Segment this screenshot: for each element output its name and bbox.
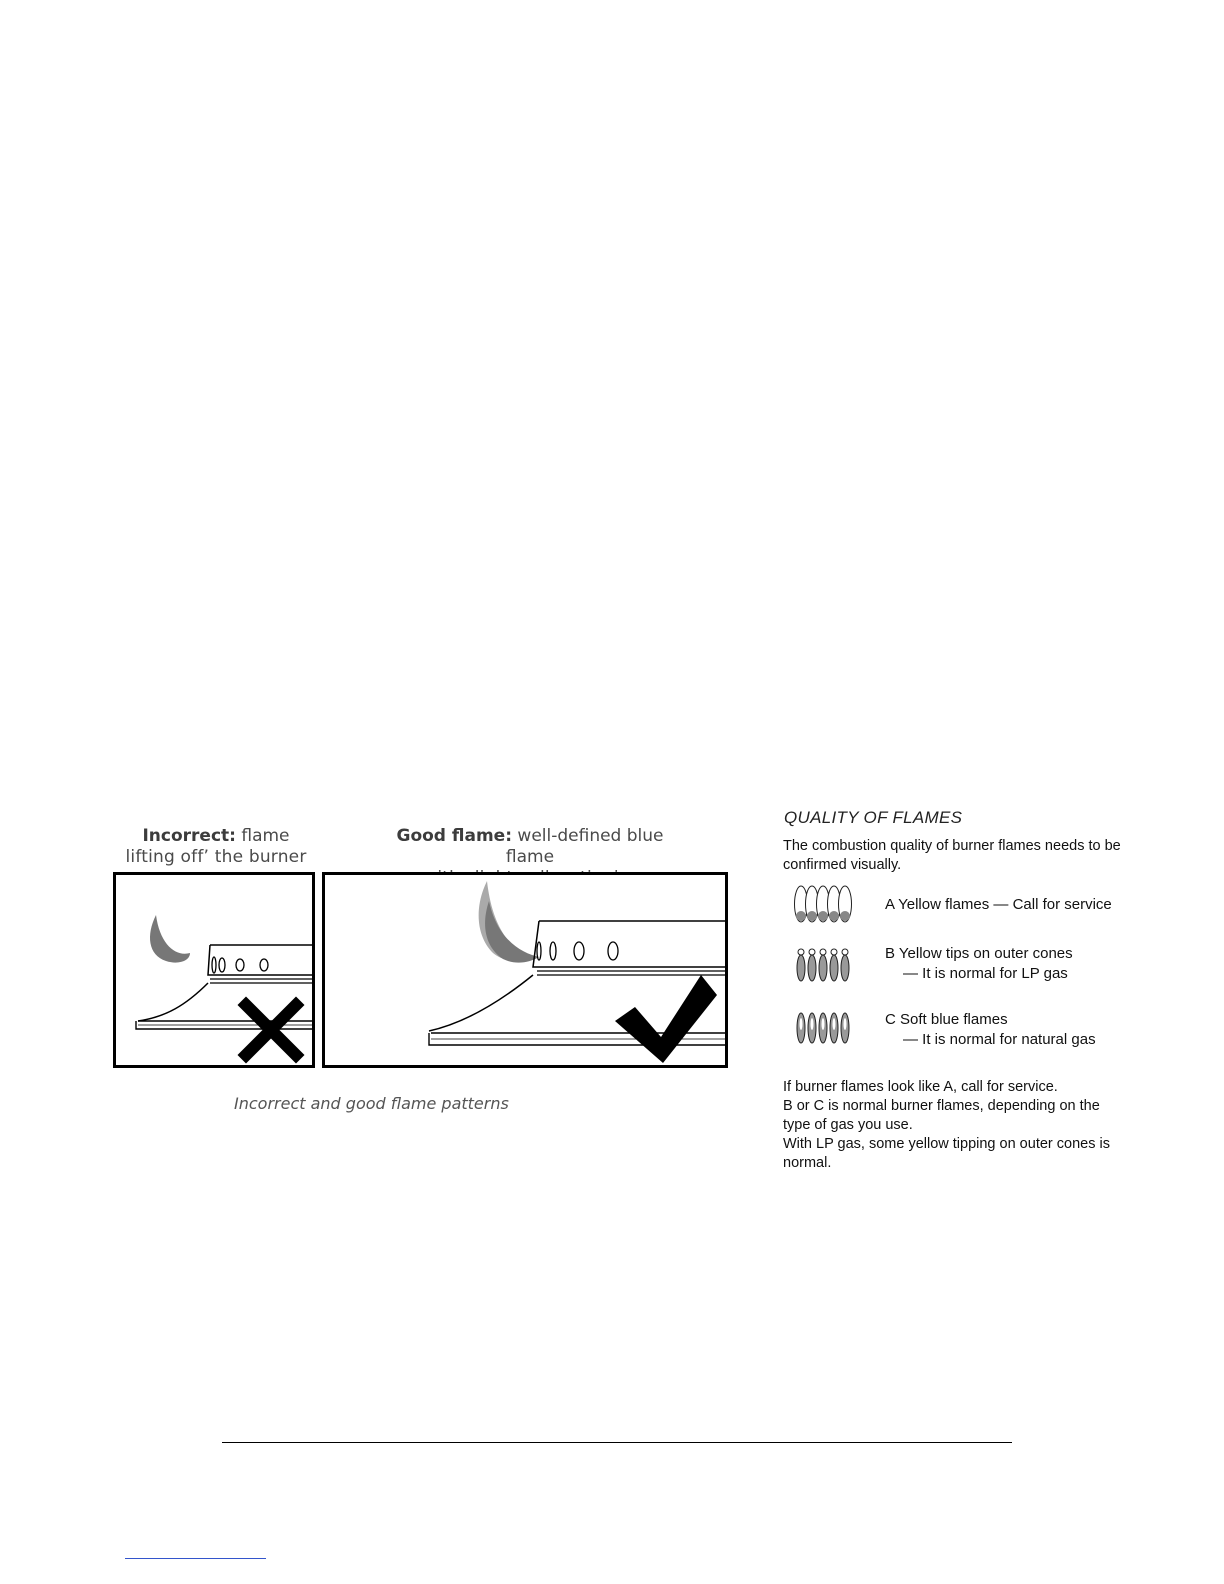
soft-blue-flames-icon xyxy=(794,1010,856,1046)
quality-intro xyxy=(783,837,1143,875)
note-line2: B or C is normal burner flames, depending on the xyxy=(783,1098,1100,1114)
intro-line1: The combustion quality of burner flames needs to be xyxy=(783,838,1121,854)
flame-row-a xyxy=(885,895,1205,915)
note-line5: normal. xyxy=(783,1155,832,1171)
note-line3: type of gas you use. xyxy=(783,1117,913,1133)
flame-row-b xyxy=(885,944,1205,984)
lifted-flame-icon xyxy=(150,915,190,963)
check-mark-icon xyxy=(615,975,717,1063)
incorrect-line2: lifting off’ the burner xyxy=(125,847,307,867)
quality-heading: QUALITY OF FLAMES xyxy=(784,808,963,827)
incorrect-label: Incorrect: xyxy=(142,826,236,846)
figure-caption: Incorrect and good flame patterns xyxy=(234,1094,509,1113)
incorrect-caption xyxy=(116,826,316,868)
good-label: Good flame: xyxy=(396,826,513,846)
row-b-sub: — It is normal for LP gas xyxy=(903,965,1068,982)
note-line1: If burner flames look like A, call for service. xyxy=(783,1079,1058,1095)
note-line4: With LP gas, some yellow tipping on outer cones is xyxy=(783,1136,1110,1152)
intro-line2: confirmed visually. xyxy=(783,857,902,873)
incorrect-flame-illustration xyxy=(113,872,315,1068)
good-text: well-defined blue flame xyxy=(505,826,664,867)
row-a-letter: A xyxy=(885,896,895,913)
cross-mark-icon xyxy=(246,1005,296,1055)
good-flame-illustration xyxy=(322,872,728,1068)
flame-row-c xyxy=(885,1010,1205,1050)
row-c-sub: — It is normal for natural gas xyxy=(903,1031,1096,1048)
footer-link-underline[interactable] xyxy=(125,1558,266,1559)
row-b-text: Yellow tips on outer cones xyxy=(898,945,1073,962)
quality-notes xyxy=(783,1078,1143,1173)
yellow-flames-icon xyxy=(792,884,856,926)
row-b-letter: B xyxy=(885,945,896,962)
row-a-text: Yellow flames — Call for service xyxy=(898,896,1112,913)
row-c-text: Soft blue flames xyxy=(900,1011,1008,1028)
incorrect-text: flame xyxy=(241,826,290,846)
footer-rule xyxy=(222,1442,1012,1443)
row-c-letter: C xyxy=(885,1011,896,1028)
yellow-tips-icon xyxy=(794,947,856,983)
